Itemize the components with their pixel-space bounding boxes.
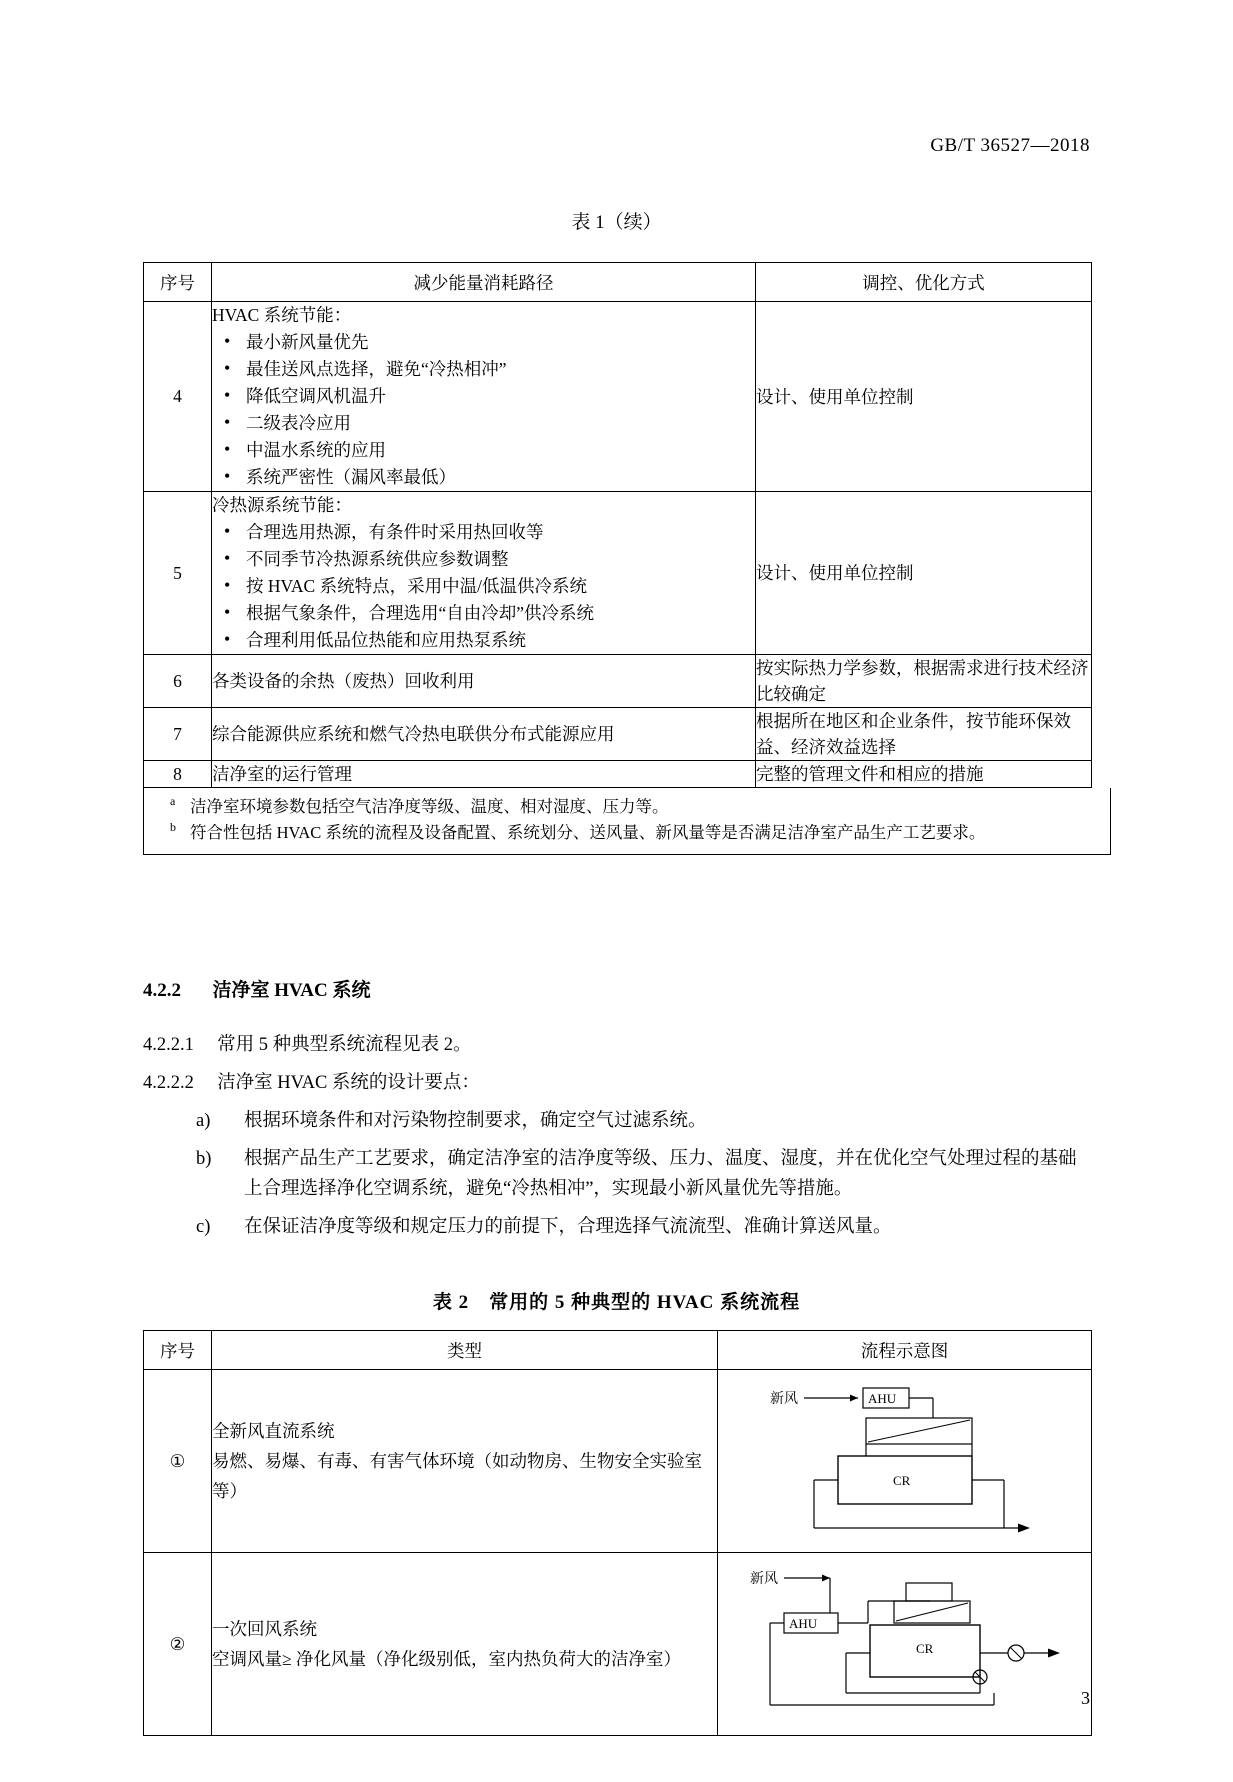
paragraph-number: 4.2.2.2 <box>143 1073 194 1093</box>
page-header-standard-number: GB/T 36527—2018 <box>930 135 1090 156</box>
fresh-air-label: 新风 <box>750 1572 778 1587</box>
arrow-head <box>822 1575 830 1582</box>
row-diagram-single-return <box>718 1553 1092 1736</box>
table2 <box>143 1330 1092 1736</box>
footnote-text: 符合性包括 HVAC 系统的流程及设备配置、系统划分、送风量、新风量等是否满足洁净室产品生产工艺要求。 <box>190 823 986 842</box>
list-item-text: 根据产品生产工艺要求，确定洁净室的洁净度等级、压力、温度、湿度，并在优化空气处理过程的基础上合理选择净化空调系统，避免“冷热相冲”，实现最小新风量优先等措施。 <box>244 1149 1077 1199</box>
paragraph-text: 洁净室 HVAC 系统的设计要点： <box>217 1073 480 1093</box>
table2-caption: 表 2 常用的 5 种典型的 HVAC 系统流程 <box>432 1292 801 1313</box>
row-mode: 完整的管理文件和相应的措施 <box>756 761 1092 788</box>
table1-col-path: 减少能量消耗路径 <box>212 263 756 302</box>
list-item <box>196 1106 1086 1136</box>
row-path <box>212 302 756 492</box>
arrow-head <box>1018 1524 1030 1533</box>
list-item <box>196 1212 1086 1242</box>
list-item: • 根据气象条件，合理选用“自由冷却”供冷系统 <box>246 600 755 627</box>
table-row <box>144 708 1092 761</box>
section-title: 洁净室 HVAC 系统 <box>212 980 371 1001</box>
row-path: 综合能源供应系统和燃气冷热电联供分布式能源应用 <box>212 708 756 761</box>
list-item: • 最小新风量优先 <box>246 329 755 356</box>
diagram-single-return-svg <box>718 1553 1092 1735</box>
footnote <box>154 820 1100 846</box>
row-type-line2: 易燃、易爆、有毒、有害气体环境（如动物房、生物安全实验室等） <box>212 1451 702 1501</box>
page-number: 3 <box>1081 1688 1090 1708</box>
table2-col-no: 序号 <box>144 1331 212 1370</box>
row-type <box>212 1553 718 1736</box>
table-header-row <box>144 263 1092 302</box>
table2-col-diagram: 流程示意图 <box>718 1331 1092 1370</box>
table1-caption: 表 1（续） <box>571 212 662 233</box>
row-path: 各类设备的余热（废热）回收利用 <box>212 655 756 708</box>
list-item: • 系统严密性（漏风率最低） <box>246 464 755 491</box>
table1-col-mode: 调控、优化方式 <box>756 263 1092 302</box>
cleanroom-label: CR <box>916 1641 934 1656</box>
table1-col-no: 序号 <box>144 263 212 302</box>
list-item: • 二级表冷应用 <box>246 410 755 437</box>
row-path-title: 冷热源系统节能： <box>212 495 352 515</box>
list-item: • 不同季节冷热源系统供应参数调整 <box>246 546 755 573</box>
row-mode: 根据所在地区和企业条件，按节能环保效益、经济效益选择 <box>756 708 1092 761</box>
table-row <box>144 655 1092 708</box>
table1-wrapper <box>143 262 1091 855</box>
row-path-bullets <box>212 329 755 491</box>
row-mode: 设计、使用单位控制 <box>756 492 1092 655</box>
row-path-title: HVAC 系统节能： <box>212 305 352 325</box>
row-no: 8 <box>144 761 212 788</box>
footnote <box>154 794 1100 820</box>
row-mode: 设计、使用单位控制 <box>756 302 1092 492</box>
table-row <box>144 302 1092 492</box>
paragraph-number: 4.2.2.1 <box>143 1035 194 1055</box>
row-type <box>212 1370 718 1553</box>
table-row <box>144 492 1092 655</box>
table1-footnotes <box>143 788 1111 855</box>
section-number: 4.2.2 <box>143 980 181 1001</box>
ahu-label: AHU <box>789 1616 818 1631</box>
list-item: • 降低空调风机温升 <box>246 383 755 410</box>
row-no: 4 <box>144 302 212 492</box>
table1 <box>143 262 1092 788</box>
list-item-marker: a) <box>196 1111 211 1131</box>
fan-box <box>906 1583 952 1601</box>
row-type-line1: 全新风直流系统 <box>212 1421 335 1441</box>
row-no: 6 <box>144 655 212 708</box>
paragraph-4221 <box>143 1030 472 1060</box>
list-item: • 按 HVAC 系统特点，采用中温/低温供冷系统 <box>246 573 755 600</box>
list-item <box>196 1144 1086 1204</box>
list-item: • 合理选用热源，有条件时采用热回收等 <box>246 519 755 546</box>
row-path: 洁净室的运行管理 <box>212 761 756 788</box>
list-item: • 中温水系统的应用 <box>246 437 755 464</box>
arrow-head <box>1048 1649 1060 1658</box>
row-no: ② <box>144 1553 212 1736</box>
table-row <box>144 761 1092 788</box>
footnote-text: 洁净室环境参数包括空气洁净度等级、温度、相对湿度、压力等。 <box>190 797 669 816</box>
table-header-row <box>144 1331 1092 1370</box>
row-no: 7 <box>144 708 212 761</box>
row-path-bullets <box>212 519 755 654</box>
row-path <box>212 492 756 655</box>
row-no: ① <box>144 1370 212 1553</box>
row-no: 5 <box>144 492 212 655</box>
footnote-marker: b <box>170 820 176 834</box>
table2-col-type: 类型 <box>212 1331 718 1370</box>
section-heading <box>143 975 371 1002</box>
fresh-air-label: 新风 <box>770 1392 798 1407</box>
list-item: • 最佳送风点选择，避免“冷热相冲” <box>246 356 755 383</box>
row-mode: 按实际热力学参数，根据需求进行技术经济比较确定 <box>756 655 1092 708</box>
arrow-head <box>850 1395 858 1402</box>
cleanroom-label: CR <box>893 1473 911 1488</box>
table2-wrapper <box>143 1330 1091 1736</box>
diagram-once-through-svg <box>718 1370 1092 1552</box>
paragraph-text: 常用 5 种典型系统流程见表 2。 <box>217 1035 472 1055</box>
list-item-text: 根据环境条件和对污染物控制要求，确定空气过滤系统。 <box>244 1111 707 1131</box>
list-item: • 合理利用低品位热能和应用热泵系统 <box>246 627 755 654</box>
list-item-text: 在保证洁净度等级和规定压力的前提下，合理选择气流流型、准确计算送风量。 <box>244 1217 892 1237</box>
list-item-marker: b) <box>196 1149 212 1169</box>
row-type-line1: 一次回风系统 <box>212 1619 317 1639</box>
row-diagram-once-through <box>718 1370 1092 1553</box>
footnote-marker: a <box>170 794 176 808</box>
paragraph-4222 <box>143 1068 480 1098</box>
table-row <box>144 1553 1092 1736</box>
row-type-line2: 空调风量≥ 净化风量（净化级别低，室内热负荷大的洁净室） <box>212 1649 681 1669</box>
table-row <box>144 1370 1092 1553</box>
ahu-label: AHU <box>868 1391 897 1406</box>
list-item-marker: c) <box>196 1217 211 1237</box>
